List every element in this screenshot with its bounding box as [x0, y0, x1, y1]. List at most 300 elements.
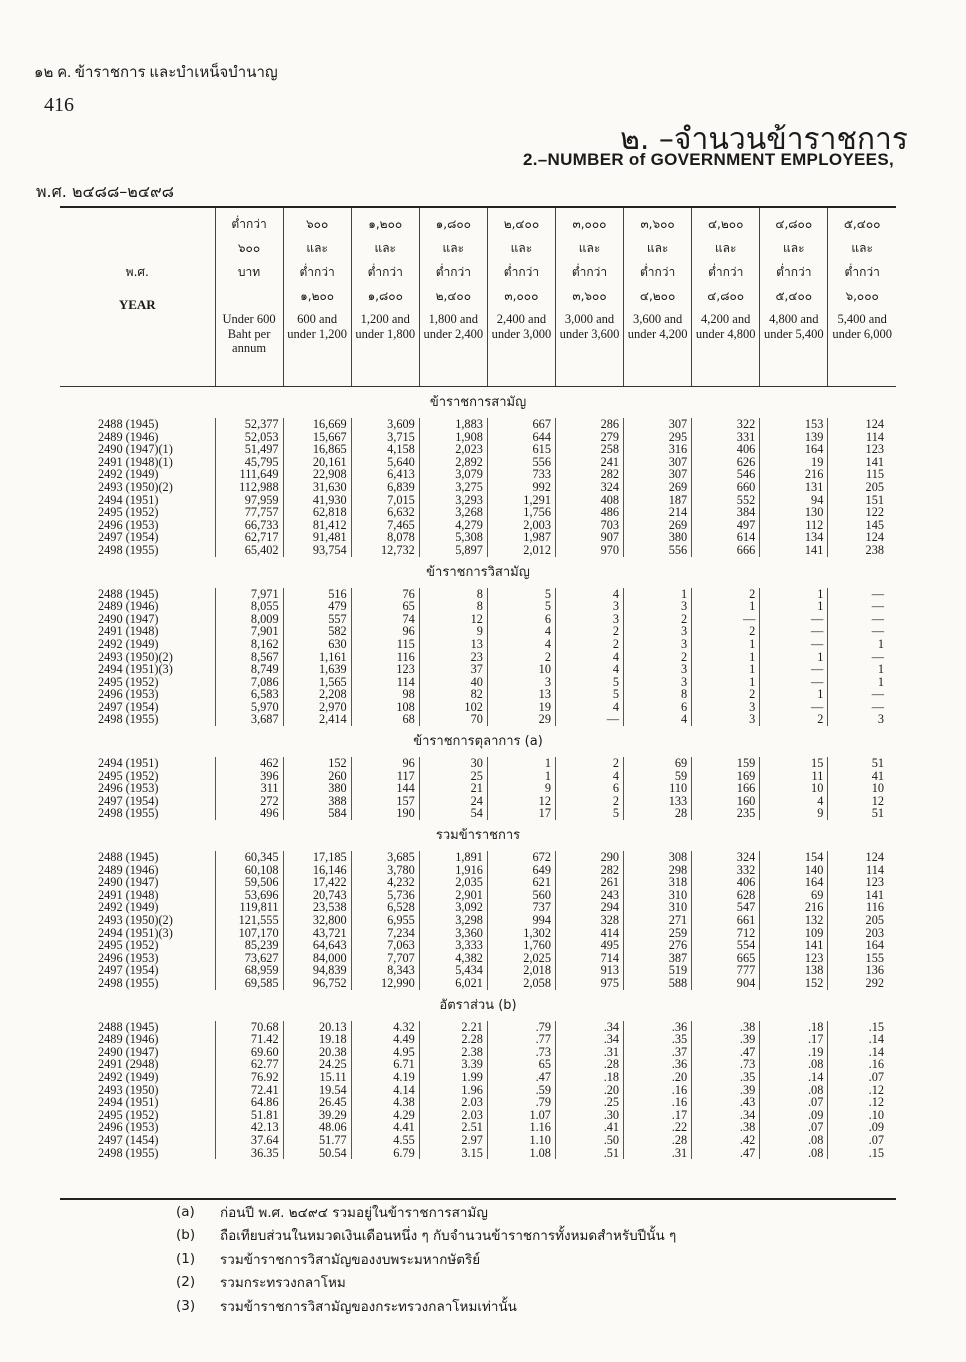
- value-cell: 1: [624, 588, 692, 601]
- salary-band-thai-th2: และ: [783, 241, 805, 255]
- value-cell: 12,990: [351, 977, 419, 990]
- value-cell: 5: [487, 600, 555, 613]
- value-cell: 6: [624, 701, 692, 714]
- value-cell: 136: [865, 963, 884, 978]
- salary-band-thai-th1: ๕,๔๐๐: [843, 217, 881, 231]
- value-cell: 107,170: [215, 927, 283, 940]
- table-row: [60, 663, 896, 676]
- value-cell: 60,345: [215, 851, 283, 864]
- value-cell: 644: [487, 431, 555, 444]
- year-cell: 2495 (1952): [60, 939, 215, 952]
- value-cell: 4.38: [351, 1096, 419, 1109]
- value-cell: 414: [555, 927, 623, 940]
- salary-band-thai-th4: ๑,๒๐๐: [300, 289, 335, 303]
- year-cell: 2488 (1945): [60, 851, 215, 864]
- value-cell: 994: [487, 914, 555, 927]
- year-header-english: YEAR: [118, 297, 156, 312]
- value-cell: 153: [760, 418, 828, 431]
- value-cell: 8: [419, 600, 487, 613]
- value-cell: 408: [555, 494, 623, 507]
- value-cell: 141: [760, 939, 828, 952]
- value-cell: 6,413: [351, 468, 419, 481]
- value-cell: 48.06: [283, 1121, 351, 1134]
- value-cell: —: [760, 613, 828, 626]
- value-cell: .47: [487, 1071, 555, 1084]
- value-cell: .07: [760, 1121, 828, 1134]
- salary-band-thai-th4: ๒,๔๐๐: [435, 289, 472, 303]
- value-cell: .36: [624, 1021, 692, 1034]
- value-cell: 497: [692, 519, 760, 532]
- value-cell: 51: [871, 756, 884, 771]
- year-column-header: [60, 208, 215, 387]
- value-cell: 298: [624, 864, 692, 877]
- salary-band-thai-th3: ต่ำกว่า: [639, 265, 676, 279]
- value-cell: —: [871, 624, 884, 639]
- value-cell: 123: [865, 875, 884, 890]
- value-cell: 52,053: [215, 431, 283, 444]
- section-title-row: [60, 387, 896, 419]
- value-cell: 271: [624, 914, 692, 927]
- value-cell: 3.15: [419, 1147, 487, 1160]
- table-body: [60, 387, 896, 1160]
- year-cell: 2497 (1954): [60, 701, 215, 714]
- year-cell: 2491 (1948)(1): [60, 456, 215, 469]
- value-cell: 2: [692, 688, 760, 701]
- value-cell: 2: [555, 795, 623, 808]
- value-cell: 3: [877, 712, 884, 727]
- year-cell: 2490 (1947): [60, 613, 215, 626]
- value-cell: 737: [487, 901, 555, 914]
- value-cell: 8: [624, 688, 692, 701]
- value-cell: 54: [419, 807, 487, 820]
- value-cell: 19: [760, 456, 828, 469]
- salary-band-thai-th3: ต่ำกว่า: [299, 265, 335, 279]
- value-cell: 1.07: [487, 1109, 555, 1122]
- value-cell: 71.42: [215, 1033, 283, 1046]
- value-cell: 3: [692, 713, 760, 726]
- value-cell: 22,908: [283, 468, 351, 481]
- value-cell: 4: [487, 625, 555, 638]
- salary-band-header: [283, 208, 351, 387]
- value-cell: 131: [760, 481, 828, 494]
- value-cell: 406: [692, 876, 760, 889]
- value-cell: .34: [692, 1109, 760, 1122]
- value-cell: 1,987: [487, 531, 555, 544]
- value-cell: .47: [692, 1147, 760, 1160]
- value-cell: 164: [865, 938, 884, 953]
- table-row: [60, 939, 896, 952]
- value-cell: 11: [760, 770, 828, 783]
- value-cell: 53,696: [215, 889, 283, 902]
- value-cell: 272: [215, 795, 283, 808]
- year-cell: 2497 (1954): [60, 795, 215, 808]
- value-cell: 3,079: [419, 468, 487, 481]
- value-cell: 556: [487, 456, 555, 469]
- value-cell: 2: [692, 625, 760, 638]
- value-cell: 64,643: [283, 939, 351, 952]
- value-cell: —: [760, 663, 828, 676]
- salary-band-thai-th1: ๑,๘๐๐: [435, 217, 471, 231]
- year-cell: 2498 (1955): [60, 544, 215, 557]
- year-cell: 2493 (1950)(2): [60, 914, 215, 927]
- footnote-text: รวมข้าราชการวิสามัญของกระทรวงกลาโหมเท่านั้น: [220, 1298, 517, 1315]
- value-cell: 5: [555, 807, 623, 820]
- value-cell: 93,754: [283, 544, 351, 557]
- value-cell: 2.97: [419, 1134, 487, 1147]
- value-cell: 65: [487, 1058, 555, 1071]
- value-cell: .30: [555, 1109, 623, 1122]
- value-cell: 672: [487, 851, 555, 864]
- value-cell: 3: [624, 676, 692, 689]
- salary-band-thai-th3: ต่ำกว่า: [708, 265, 744, 279]
- year-cell: 2497 (1954): [60, 964, 215, 977]
- value-cell: 205: [865, 913, 884, 927]
- footnote-key: (3): [176, 1297, 196, 1314]
- value-cell: .36: [624, 1058, 692, 1071]
- salary-band-english: 3,600 and under 4,200: [627, 312, 688, 341]
- salary-band-thai-th3: ต่ำกว่า: [776, 265, 812, 279]
- employees-table: [60, 208, 896, 1159]
- value-cell: 1.96: [419, 1084, 487, 1097]
- value-cell: 1,891: [419, 851, 487, 864]
- value-cell: 24: [419, 795, 487, 808]
- value-cell: .15: [868, 1145, 884, 1160]
- value-cell: 17: [487, 807, 555, 820]
- value-cell: .17: [624, 1109, 692, 1122]
- value-cell: 308: [624, 851, 692, 864]
- value-cell: 69: [760, 889, 828, 902]
- value-cell: 396: [215, 770, 283, 783]
- value-cell: 3: [487, 676, 555, 689]
- value-cell: 316: [624, 443, 692, 456]
- value-cell: 2: [555, 638, 623, 651]
- value-cell: 6,632: [351, 506, 419, 519]
- value-cell: 4,279: [419, 519, 487, 532]
- value-cell: 160: [692, 795, 760, 808]
- value-cell: 621: [487, 876, 555, 889]
- value-cell: 1: [760, 600, 828, 613]
- value-cell: 649: [487, 864, 555, 877]
- value-cell: 214: [624, 506, 692, 519]
- value-cell: 2,208: [283, 688, 351, 701]
- value-cell: 8: [419, 588, 487, 601]
- value-cell: .73: [692, 1058, 760, 1071]
- salary-band-thai-th3: ต่ำกว่า: [503, 265, 540, 279]
- value-cell: 1.16: [487, 1121, 555, 1134]
- value-cell: 5,640: [351, 456, 419, 469]
- value-cell: —: [760, 638, 828, 651]
- value-cell: 1: [877, 662, 884, 677]
- value-cell: 39.29: [283, 1109, 351, 1122]
- value-cell: 216: [760, 468, 828, 481]
- value-cell: 119,811: [215, 901, 283, 914]
- value-cell: .17: [760, 1033, 828, 1046]
- value-cell: 6: [487, 613, 555, 626]
- value-cell: 5,736: [351, 889, 419, 902]
- value-cell: 8,009: [215, 613, 283, 626]
- footnote: [176, 1200, 676, 1224]
- value-cell: 1.08: [487, 1147, 555, 1160]
- value-cell: 154: [760, 851, 828, 864]
- value-cell: 2,003: [487, 519, 555, 532]
- table-row: [60, 481, 896, 494]
- salary-band-thai-th2: และ: [646, 241, 669, 255]
- value-cell: 6,583: [215, 688, 283, 701]
- footnote-key: (1): [176, 1250, 196, 1267]
- value-cell: 2.03: [419, 1109, 487, 1122]
- table-row: [60, 1147, 896, 1160]
- value-cell: 159: [692, 757, 760, 770]
- salary-band-english: 600 and under 1,200: [287, 312, 347, 341]
- value-cell: 733: [487, 468, 555, 481]
- year-cell: 2496 (1953): [60, 519, 215, 532]
- value-cell: .20: [624, 1071, 692, 1084]
- section-title-row: [60, 990, 896, 1021]
- value-cell: 82: [419, 688, 487, 701]
- salary-band-thai-th4: ๔,๘๐๐: [707, 289, 745, 303]
- value-cell: 4.49: [351, 1033, 419, 1046]
- footnote-key: (2): [176, 1274, 196, 1291]
- value-cell: 241: [555, 456, 623, 469]
- value-cell: 51: [871, 806, 884, 821]
- value-cell: .79: [487, 1096, 555, 1109]
- value-cell: 115: [351, 638, 419, 651]
- year-cell: 2489 (1946): [60, 431, 215, 444]
- value-cell: 4,158: [351, 443, 419, 456]
- value-cell: .34: [555, 1033, 623, 1046]
- table-row: [60, 876, 896, 889]
- value-cell: 310: [624, 889, 692, 902]
- value-cell: 4: [555, 770, 623, 783]
- value-cell: .39: [692, 1033, 760, 1046]
- value-cell: 3: [624, 638, 692, 651]
- salary-band-thai-th3: ต่ำกว่า: [571, 265, 608, 279]
- table-row: [60, 600, 896, 613]
- value-cell: 3,092: [419, 901, 487, 914]
- value-cell: 3,687: [215, 713, 283, 726]
- value-cell: 41: [871, 768, 884, 783]
- salary-band-thai-th4: ๖,๐๐๐: [845, 289, 879, 303]
- value-cell: 112: [760, 519, 828, 532]
- section-title: ข้าราชการตุลาการ (a): [413, 734, 543, 750]
- value-cell: 4: [624, 713, 692, 726]
- value-cell: 41,930: [283, 494, 351, 507]
- value-cell: 15.11: [283, 1071, 351, 1084]
- value-cell: 666: [692, 544, 760, 557]
- value-cell: 13: [419, 638, 487, 651]
- year-cell: 2489 (1946): [60, 864, 215, 877]
- value-cell: 2: [692, 588, 760, 601]
- value-cell: 1: [877, 674, 884, 689]
- value-cell: 117: [351, 770, 419, 783]
- salary-band-thai-th1: ๓,๖๐๐: [640, 217, 675, 231]
- value-cell: 3,298: [419, 914, 487, 927]
- value-cell: 109: [760, 927, 828, 940]
- value-cell: 187: [624, 494, 692, 507]
- value-cell: .12: [868, 1082, 884, 1097]
- value-cell: 145: [865, 517, 884, 532]
- value-cell: 2: [555, 625, 623, 638]
- value-cell: 141: [865, 454, 884, 469]
- value-cell: 91,481: [283, 531, 351, 544]
- value-cell: 4,382: [419, 952, 487, 965]
- value-cell: 102: [419, 701, 487, 714]
- value-cell: 3,685: [351, 851, 419, 864]
- value-cell: 24.25: [283, 1058, 351, 1071]
- value-cell: —: [871, 687, 884, 702]
- value-cell: .59: [487, 1084, 555, 1097]
- salary-band-thai-th2: ๖๐๐: [237, 241, 261, 255]
- table-row: [60, 757, 896, 770]
- value-cell: 121,555: [215, 914, 283, 927]
- salary-band-english: 2,400 and under 3,000: [491, 312, 552, 341]
- value-cell: 138: [760, 964, 828, 977]
- value-cell: 7,707: [351, 952, 419, 965]
- year-cell: 2492 (1949): [60, 1071, 215, 1084]
- value-cell: 3: [624, 600, 692, 613]
- value-cell: 216: [760, 901, 828, 914]
- value-cell: 1,883: [419, 418, 487, 431]
- value-cell: 1: [692, 638, 760, 651]
- value-cell: 260: [283, 770, 351, 783]
- value-cell: 1.10: [487, 1134, 555, 1147]
- salary-band-header: [215, 208, 283, 387]
- year-cell: 2496 (1953): [60, 782, 215, 795]
- table-row: [60, 914, 896, 927]
- value-cell: 123: [351, 663, 419, 676]
- value-cell: 486: [555, 506, 623, 519]
- value-cell: 4: [487, 638, 555, 651]
- value-cell: 23: [419, 651, 487, 664]
- table-title-english: 2.–NUMBER of GOVERNMENT EMPLOYEES,: [522, 150, 894, 169]
- table-row: [60, 713, 896, 726]
- value-cell: 665: [692, 952, 760, 965]
- value-cell: 777: [692, 964, 760, 977]
- value-cell: 2: [555, 757, 623, 770]
- table-row: [60, 418, 896, 431]
- value-cell: 112,988: [215, 481, 283, 494]
- value-cell: 81,412: [283, 519, 351, 532]
- value-cell: 59,506: [215, 876, 283, 889]
- value-cell: .15: [868, 1019, 884, 1034]
- salary-band-thai-th4: ๑,๘๐๐: [367, 289, 403, 303]
- value-cell: 2.51: [419, 1121, 487, 1134]
- value-cell: 318: [624, 876, 692, 889]
- value-cell: 45,795: [215, 456, 283, 469]
- value-cell: 20.13: [283, 1021, 351, 1034]
- value-cell: 552: [692, 494, 760, 507]
- value-cell: 4.19: [351, 1071, 419, 1084]
- value-cell: 2,023: [419, 443, 487, 456]
- page-number: 416: [44, 94, 74, 116]
- value-cell: 10: [760, 782, 828, 795]
- value-cell: 7,086: [215, 676, 283, 689]
- value-cell: 19.54: [283, 1084, 351, 1097]
- value-cell: 2: [760, 713, 828, 726]
- value-cell: 166: [692, 782, 760, 795]
- value-cell: 59: [624, 770, 692, 783]
- year-cell: 2490 (1947): [60, 1046, 215, 1059]
- value-cell: 387: [624, 952, 692, 965]
- salary-band-header: [624, 208, 692, 387]
- value-cell: 66,733: [215, 519, 283, 532]
- value-cell: .79: [487, 1021, 555, 1034]
- value-cell: 164: [760, 876, 828, 889]
- value-cell: 9: [487, 782, 555, 795]
- salary-band-header: [351, 208, 419, 387]
- salary-band-thai-th3: ต่ำกว่า: [435, 265, 471, 279]
- value-cell: 1,291: [487, 494, 555, 507]
- value-cell: 496: [215, 807, 283, 820]
- value-cell: 556: [624, 544, 692, 557]
- value-cell: .77: [487, 1033, 555, 1046]
- value-cell: 169: [692, 770, 760, 783]
- footnote-text: รวมกระทรวงกลาโหม: [220, 1275, 346, 1292]
- value-cell: 52,377: [215, 418, 283, 431]
- value-cell: .08: [760, 1058, 828, 1071]
- value-cell: 7,234: [351, 927, 419, 940]
- footnote: [176, 1294, 676, 1318]
- value-cell: 1: [760, 688, 828, 701]
- value-cell: 37: [419, 663, 487, 676]
- value-cell: 4: [555, 663, 623, 676]
- value-cell: 1: [487, 757, 555, 770]
- value-cell: 10: [487, 663, 555, 676]
- value-cell: —: [555, 713, 623, 726]
- value-cell: 388: [283, 795, 351, 808]
- value-cell: 582: [283, 625, 351, 638]
- value-cell: 2,025: [487, 952, 555, 965]
- value-cell: 19: [487, 701, 555, 714]
- value-cell: 43,721: [283, 927, 351, 940]
- value-cell: .31: [624, 1147, 692, 1160]
- value-cell: 151: [865, 492, 884, 507]
- value-cell: 2: [487, 651, 555, 664]
- table-row: [60, 638, 896, 651]
- value-cell: 140: [760, 864, 828, 877]
- value-cell: 307: [624, 468, 692, 481]
- year-cell: 2498 (1955): [60, 977, 215, 990]
- value-cell: 295: [624, 431, 692, 444]
- value-cell: 5: [555, 688, 623, 701]
- year-cell: 2494 (1951): [60, 494, 215, 507]
- year-cell: 2489 (1946): [60, 1033, 215, 1046]
- value-cell: 122: [865, 505, 884, 520]
- value-cell: 70: [419, 713, 487, 726]
- value-cell: 292: [865, 975, 884, 990]
- value-cell: .50: [555, 1134, 623, 1147]
- value-cell: 114: [866, 862, 884, 877]
- value-cell: 1.99: [419, 1071, 487, 1084]
- year-cell: 2495 (1952): [60, 1109, 215, 1122]
- year-header-thai: พ.ศ.: [125, 265, 149, 279]
- value-cell: 124: [865, 850, 884, 865]
- value-cell: 144: [351, 782, 419, 795]
- value-cell: .38: [692, 1121, 760, 1134]
- value-cell: .08: [760, 1134, 828, 1147]
- year-cell: 2494 (1951)(3): [60, 663, 215, 676]
- value-cell: 25: [419, 770, 487, 783]
- value-cell: .09: [760, 1109, 828, 1122]
- value-cell: .31: [555, 1046, 623, 1059]
- value-cell: 235: [692, 807, 760, 820]
- year-cell: 2494 (1951)(3): [60, 927, 215, 940]
- value-cell: 1,916: [419, 864, 487, 877]
- value-cell: 1: [692, 663, 760, 676]
- year-cell: 2496 (1953): [60, 688, 215, 701]
- value-cell: 615: [487, 443, 555, 456]
- value-cell: 20.38: [283, 1046, 351, 1059]
